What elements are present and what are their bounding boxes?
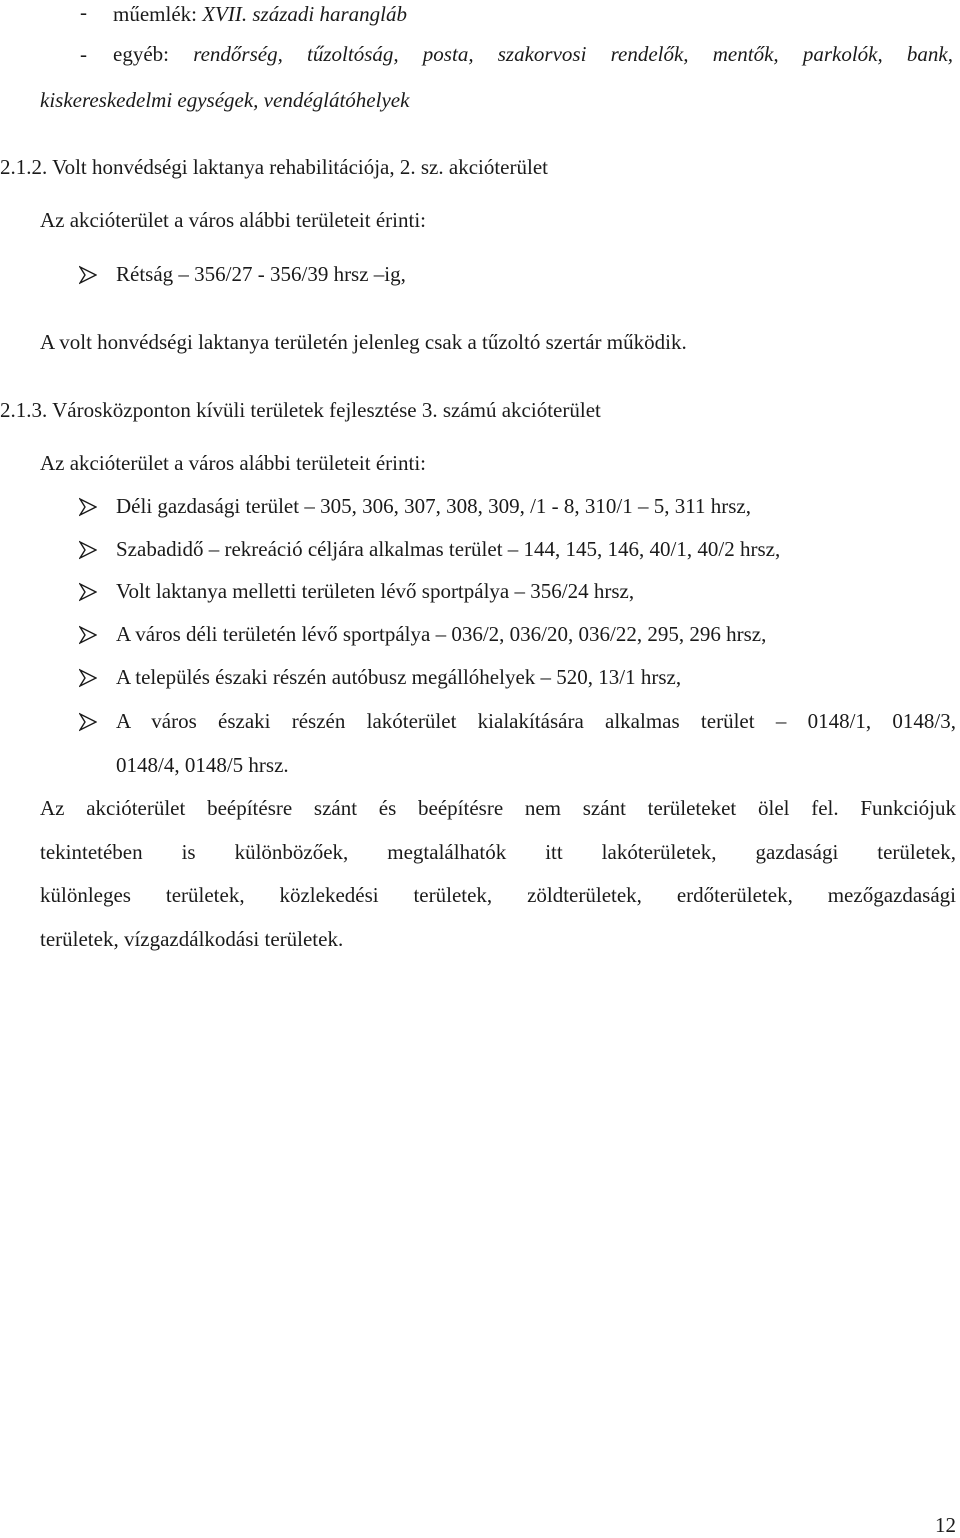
paragraph-line: különleges területek, közlekedési területek, zöldterületek, erdőterületek, mezőgazdasági	[40, 883, 956, 907]
list-value: rendőrség, tűzoltóság, posta, szakorvosi rendelők, mentők, parkolók, bank,	[193, 42, 954, 66]
bullet-item: Déli gazdasági terület – 305, 306, 307, 308, 309, /1 - 8, 310/1 – 5, 311 hrsz,	[116, 494, 751, 518]
list-item-other-cont	[40, 86, 409, 114]
list-label: egyéb:	[113, 42, 169, 66]
paragraph-line: területek, vízgazdálkodási területek.	[40, 927, 344, 951]
bullet-item: A település északi részén autóbusz megállóhelyek – 520, 13/1 hrsz,	[116, 665, 682, 689]
list-item-monument	[113, 0, 407, 28]
arrow-bullet-icon	[79, 497, 97, 517]
paragraph-line: Az akcióterület beépítésre szánt és beépítésre nem szánt területeket ölel fel. Funkciójuk	[40, 796, 956, 820]
section-intro: Az akcióterület a város alábbi területeit érinti:	[40, 451, 426, 475]
section-heading: 2.1.3. Városközponton kívüli területek fejlesztése 3. számú akcióterület	[0, 398, 601, 422]
arrow-bullet-icon	[79, 712, 97, 732]
arrow-bullet-icon	[79, 265, 97, 285]
bullet-item: A város északi részén lakóterület kialakítására alkalmas terület – 0148/1, 0148/3,	[116, 709, 956, 733]
arrow-bullet-icon	[79, 582, 97, 602]
page-number: 12	[935, 1513, 956, 1537]
list-value: kiskereskedelmi egységek, vendéglátóhelyek	[40, 88, 410, 112]
section-heading: 2.1.2. Volt honvédségi laktanya rehabilitációja, 2. sz. akcióterület	[0, 155, 548, 179]
arrow-bullet-icon	[79, 668, 97, 688]
list-label: műemlék:	[113, 2, 197, 26]
bullet-item: Rétság – 356/27 - 356/39 hrsz –ig,	[116, 262, 406, 286]
arrow-bullet-icon	[79, 540, 97, 560]
list-item-other	[113, 42, 953, 67]
list-value: XVII. századi harangláb	[202, 2, 407, 26]
section-intro: Az akcióterület a város alábbi területeit érinti:	[40, 208, 426, 232]
bullet-item-cont: 0148/4, 0148/5 hrsz.	[116, 753, 289, 777]
list-dash: -	[80, 42, 87, 66]
bullet-item: A város déli területén lévő sportpálya – 036/2, 036/20, 036/22, 295, 296 hrsz,	[116, 622, 767, 646]
bullet-item: Volt laktanya melletti területen lévő sportpálya – 356/24 hrsz,	[116, 579, 635, 603]
bullet-item: Szabadidő – rekreáció céljára alkalmas terület – 144, 145, 146, 40/1, 40/2 hrsz,	[116, 537, 781, 561]
paragraph-line: tekintetében is különbözőek, megtalálhatók itt lakóterületek, gazdasági területek,	[40, 840, 956, 864]
arrow-bullet-icon	[79, 625, 97, 645]
list-dash: -	[80, 0, 87, 24]
section-note: A volt honvédségi laktanya területén jelenleg csak a tűzoltó szertár működik.	[40, 330, 687, 354]
